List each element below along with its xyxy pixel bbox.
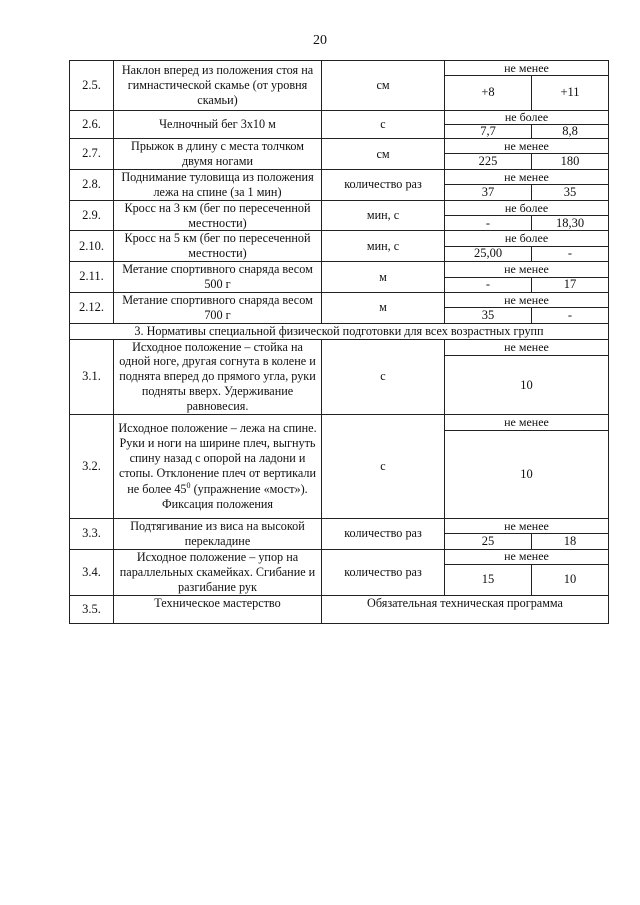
table-row <box>70 111 609 125</box>
unit-cell: с <box>322 339 445 414</box>
row-number: 3.1. <box>70 339 114 414</box>
table-row <box>70 339 609 356</box>
table-row <box>70 231 609 246</box>
value-cell: 7,7 <box>445 125 532 139</box>
row-number: 2.7. <box>70 139 114 170</box>
value-cell: +11 <box>532 76 609 111</box>
qualifier-cell: не менее <box>445 414 609 430</box>
exercise-name: Исходное положение – лежа на спине. Руки и ноги на ширине плеч, выгнуть спину назад с опорой на ладони и стопы. Отклонение плеч от вертикали не более $45^0$ (упражнение «мост»). Фиксация положения <box>114 414 322 518</box>
value-cell: 18,30 <box>532 216 609 231</box>
row-number: 3.4. <box>70 549 114 595</box>
value-cell: 10 <box>532 564 609 595</box>
unit-cell: мин, с <box>322 231 445 262</box>
unit-cell: с <box>322 414 445 518</box>
value-cell: - <box>532 308 609 323</box>
value-cell: 35 <box>445 308 532 323</box>
exercise-name: Кросс на 3 км (бег по пересеченной местности) <box>114 200 322 231</box>
table-row <box>70 323 609 339</box>
standards-table <box>69 60 609 624</box>
row-number: 2.6. <box>70 111 114 139</box>
row-number: 3.3. <box>70 518 114 549</box>
value-cell: 180 <box>532 153 609 169</box>
qualifier-cell: не более <box>445 200 609 215</box>
value-cell: 25,00 <box>445 246 532 261</box>
program-cell: Обязательная техническая программа <box>322 595 609 623</box>
exercise-name: Наклон вперед из положения стоя на гимнастической скамье (от уровня скамьи) <box>114 61 322 111</box>
exercise-name: Кросс на 5 км (бег по пересеченной местности) <box>114 231 322 262</box>
table-row <box>70 262 609 277</box>
unit-cell: см <box>322 139 445 170</box>
unit-cell: м <box>322 262 445 293</box>
value-cell: 18 <box>532 534 609 549</box>
row-number: 2.8. <box>70 169 114 200</box>
unit-cell: количество раз <box>322 549 445 595</box>
exercise-name: Исходное положение – упор на параллельных скамейках. Сгибание и разгибание рук <box>114 549 322 595</box>
qualifier-cell: не менее <box>445 339 609 356</box>
value-cell: 10 <box>445 430 609 518</box>
table-row <box>70 595 609 623</box>
row-number: 2.11. <box>70 262 114 293</box>
table-row <box>70 169 609 184</box>
row-number: 2.5. <box>70 61 114 111</box>
qualifier-cell: не более <box>445 111 609 125</box>
unit-cell: с <box>322 111 445 139</box>
qualifier-cell: не менее <box>445 292 609 307</box>
value-cell: 8,8 <box>532 125 609 139</box>
value-cell: 17 <box>532 277 609 292</box>
row-number: 3.2. <box>70 414 114 518</box>
value-cell: 10 <box>445 356 609 414</box>
page-number: 20 <box>313 33 327 48</box>
qualifier-cell: не менее <box>445 139 609 154</box>
table-row <box>70 139 609 154</box>
table-row <box>70 61 609 76</box>
unit-cell: мин, с <box>322 200 445 231</box>
unit-cell: см <box>322 61 445 111</box>
value-cell: 15 <box>445 564 532 595</box>
value-cell: 35 <box>532 185 609 200</box>
row-number: 3.5. <box>70 595 114 623</box>
qualifier-cell: не более <box>445 231 609 246</box>
table-row <box>70 414 609 430</box>
exercise-name: Метание спортивного снаряда весом 500 г <box>114 262 322 293</box>
table-row <box>70 518 609 533</box>
row-number: 2.12. <box>70 292 114 323</box>
value-cell: 37 <box>445 185 532 200</box>
section-title: 3. Нормативы специальной физической подготовки для всех возрастных групп <box>70 323 609 339</box>
unit-cell: количество раз <box>322 169 445 200</box>
exercise-name: Техническое мастерство <box>114 595 322 623</box>
qualifier-cell: не менее <box>445 518 609 533</box>
exercise-name: Челночный бег 3х10 м <box>114 111 322 139</box>
exercise-name: Поднимание туловища из положения лежа на спине (за 1 мин) <box>114 169 322 200</box>
exercise-name: Метание спортивного снаряда весом 700 г <box>114 292 322 323</box>
value-cell: +8 <box>445 76 532 111</box>
table-row <box>70 292 609 307</box>
value-cell: - <box>445 216 532 231</box>
exercise-name: Прыжок в длину с места толчком двумя ногами <box>114 139 322 170</box>
unit-cell: количество раз <box>322 518 445 549</box>
exercise-name: Подтягивание из виса на высокой перекладине <box>114 518 322 549</box>
value-cell: 225 <box>445 153 532 169</box>
row-number: 2.9. <box>70 200 114 231</box>
value-cell: - <box>445 277 532 292</box>
qualifier-cell: не менее <box>445 61 609 76</box>
row-number: 2.10. <box>70 231 114 262</box>
exercise-name: Исходное положение – стойка на одной ноге, другая согнута в колене и поднята вперед до прямого угла, руки подняты вверх. Удерживание равновесия. <box>114 339 322 414</box>
table-row <box>70 549 609 564</box>
value-cell: 25 <box>445 534 532 549</box>
qualifier-cell: не менее <box>445 549 609 564</box>
value-cell: - <box>532 246 609 261</box>
table-row <box>70 200 609 215</box>
qualifier-cell: не менее <box>445 169 609 184</box>
qualifier-cell: не менее <box>445 262 609 277</box>
unit-cell: м <box>322 292 445 323</box>
